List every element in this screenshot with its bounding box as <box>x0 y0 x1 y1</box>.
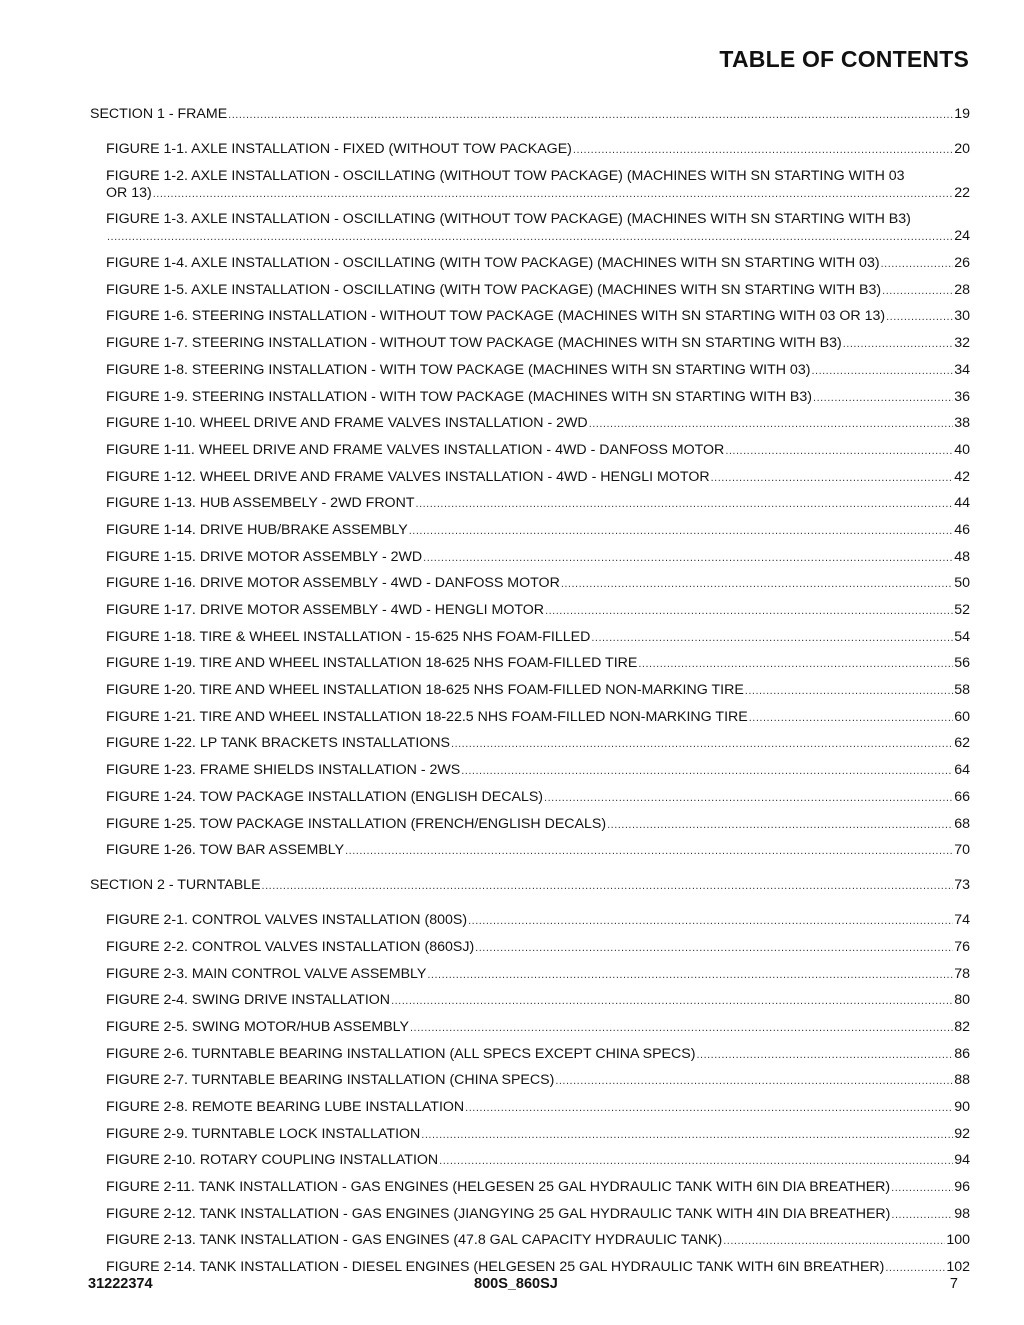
toc-entry[interactable] <box>90 1019 970 1037</box>
toc-page-number: 90 <box>954 1099 970 1115</box>
dot-leader <box>475 940 953 957</box>
toc-entry[interactable] <box>90 1179 970 1197</box>
toc-entry-title: FIGURE 2-14. TANK INSTALLATION - DIESEL ENGINES (HELGESEN 25 GAL HYDRAULIC TANK WITH 6IN BREATHER) <box>106 1259 885 1276</box>
dot-leader <box>545 603 953 620</box>
document-number: 31222374 <box>88 1276 153 1292</box>
toc-entry[interactable] <box>90 1046 970 1064</box>
toc-entry-title: FIGURE 1-19. TIRE AND WHEEL INSTALLATION 18-625 NHS FOAM-FILLED TIRE <box>106 655 638 672</box>
dot-leader <box>723 1233 945 1250</box>
toc-entry-title: FIGURE 1-15. DRIVE MOTOR ASSEMBLY - 2WD <box>106 548 423 565</box>
toc-entry[interactable] <box>90 1152 970 1170</box>
toc-page-number: 46 <box>954 521 970 538</box>
toc-page-number: 48 <box>954 548 970 565</box>
dot-leader <box>391 993 953 1010</box>
toc-page-number: 34 <box>954 361 970 378</box>
toc-entry[interactable] <box>90 255 970 273</box>
toc-entry[interactable] <box>90 629 970 647</box>
toc-entry-title: FIGURE 1-4. AXLE INSTALLATION - OSCILLATING (WITH TOW PACKAGE) (MACHINES WITH SN STARTING WITH 03) <box>106 255 880 272</box>
toc-entry-title: FIGURE 2-11. TANK INSTALLATION - GAS ENGINES (HELGESEN 25 GAL HYDRAULIC TANK WITH 6IN DIA BREATHER) <box>106 1179 891 1196</box>
dot-leader <box>107 229 953 246</box>
toc-entry-title: FIGURE 1-23. FRAME SHIELDS INSTALLATION - 2WS <box>106 762 461 779</box>
toc-page-number: 42 <box>954 468 970 485</box>
toc-entry-title: FIGURE 2-3. MAIN CONTROL VALVE ASSEMBLY <box>106 965 427 982</box>
dot-leader <box>749 710 954 727</box>
toc-entry[interactable] <box>90 1072 970 1090</box>
page-title: TABLE OF CONTENTS <box>719 46 969 72</box>
toc-entry[interactable] <box>90 842 970 860</box>
toc-entry[interactable] <box>90 549 970 567</box>
toc-page-number: 98 <box>954 1205 970 1222</box>
toc-entry-title: FIGURE 1-14. DRIVE HUB/BRAKE ASSEMBLY <box>106 521 408 538</box>
toc-entry-title: FIGURE 1-25. TOW PACKAGE INSTALLATION (FRENCH/ENGLISH DECALS) <box>106 815 607 832</box>
toc-page-number: 58 <box>954 682 970 699</box>
dot-leader <box>886 309 953 326</box>
toc-entry-title: FIGURE 1-24. TOW PACKAGE INSTALLATION (ENGLISH DECALS) <box>106 788 544 805</box>
toc-entry[interactable] <box>90 1206 970 1224</box>
toc-page-number: 26 <box>954 255 970 272</box>
toc-entry[interactable] <box>90 211 970 246</box>
toc-entry[interactable] <box>90 389 970 407</box>
toc-entry-title: FIGURE 2-2. CONTROL VALVES INSTALLATION (860SJ) <box>106 938 475 955</box>
toc-page-number: 96 <box>954 1179 970 1196</box>
toc-entry[interactable] <box>90 495 970 513</box>
toc-entry-title: FIGURE 2-5. SWING MOTOR/HUB ASSEMBLY <box>106 1018 409 1035</box>
toc-page-number: 30 <box>954 308 970 325</box>
toc-page-number: 32 <box>954 335 970 352</box>
dot-leader <box>891 1207 953 1224</box>
toc-page-number: 82 <box>954 1018 970 1035</box>
toc-page-number: 22 <box>954 184 970 201</box>
dot-leader <box>885 1260 945 1277</box>
dot-leader <box>843 336 954 353</box>
toc-page-number: 56 <box>954 655 970 672</box>
toc-entry[interactable] <box>90 602 970 620</box>
page-number: 7 <box>949 1276 958 1292</box>
dot-leader <box>638 656 953 673</box>
dot-leader <box>421 1127 953 1144</box>
toc-page-number: 86 <box>954 1045 970 1062</box>
toc-entry-title: FIGURE 2-8. REMOTE BEARING LUBE INSTALLATION <box>106 1099 465 1115</box>
toc-page-number: 88 <box>954 1072 970 1089</box>
toc-entry-title: FIGURE 1-9. STEERING INSTALLATION - WITH TOW PACKAGE (MACHINES WITH SN STARTING WITH B3) <box>106 388 813 405</box>
toc-entry-title: FIGURE 1-11. WHEEL DRIVE AND FRAME VALVES INSTALLATION - 4WD - DANFOSS MOTOR <box>106 441 725 458</box>
toc-entry-title: FIGURE 1-6. STEERING INSTALLATION - WITHOUT TOW PACKAGE (MACHINES WITH SN STARTING WITH 03 OR 13) <box>106 308 886 325</box>
dot-leader <box>153 186 953 203</box>
toc-page-number: 44 <box>954 495 970 512</box>
dot-leader <box>410 1020 953 1037</box>
dot-leader <box>555 1073 953 1090</box>
toc-page-number: 92 <box>954 1125 970 1142</box>
dot-leader <box>891 1180 953 1197</box>
toc-page-number: 60 <box>954 708 970 725</box>
dot-leader <box>439 1153 953 1170</box>
toc-entry-title: FIGURE 1-20. TIRE AND WHEEL INSTALLATION 18-625 NHS FOAM-FILLED NON-MARKING TIRE <box>106 682 744 699</box>
dot-leader <box>544 790 953 807</box>
toc-page-number: 52 <box>954 602 970 618</box>
toc-entry[interactable] <box>90 362 970 380</box>
toc-entry-title: FIGURE 1-17. DRIVE MOTOR ASSEMBLY - 4WD - HENGLI MOTOR <box>106 602 545 618</box>
toc-entry-title: SECTION 1 - FRAME <box>90 106 228 122</box>
toc-entry-title: FIGURE 1-16. DRIVE MOTOR ASSEMBLY - 4WD - DANFOSS MOTOR <box>106 575 560 592</box>
dot-leader <box>696 1047 953 1064</box>
toc-page-number: 64 <box>954 762 970 779</box>
toc-entry[interactable] <box>90 141 970 159</box>
toc-entry-title: FIGURE 1-13. HUB ASSEMBELY - 2WD FRONT <box>106 495 415 512</box>
toc-entry[interactable] <box>90 308 970 326</box>
toc-entry-title: FIGURE 2-6. TURNTABLE BEARING INSTALLATION (ALL SPECS EXCEPT CHINA SPECS) <box>106 1045 696 1062</box>
dot-leader <box>811 363 953 380</box>
toc-page-number: 78 <box>954 965 970 982</box>
toc-entry[interactable] <box>90 282 970 300</box>
toc-page-number: 50 <box>954 575 970 592</box>
toc-entry[interactable] <box>90 168 970 203</box>
toc-entry-title: FIGURE 1-22. LP TANK BRACKETS INSTALLATIONS <box>106 735 451 752</box>
dot-leader <box>591 630 953 647</box>
toc-entry-title: FIGURE 2-9. TURNTABLE LOCK INSTALLATION <box>106 1125 421 1142</box>
toc-entry[interactable] <box>90 469 970 487</box>
toc-entry-title: FIGURE 1-2. AXLE INSTALLATION - OSCILLATING (WITHOUT TOW PACKAGE) (MACHINES WITH SN STARTING WITH 03 <box>106 167 905 184</box>
toc-page-number: 19 <box>954 106 970 122</box>
dot-leader <box>409 523 954 540</box>
dot-leader <box>461 763 953 780</box>
toc-entry[interactable] <box>90 709 970 727</box>
toc-entry[interactable] <box>90 1099 970 1117</box>
dot-leader <box>427 967 953 984</box>
toc-page-number: 76 <box>954 938 970 955</box>
toc-page-number: 73 <box>954 877 970 894</box>
dot-leader <box>813 390 953 407</box>
dot-leader <box>468 913 953 930</box>
toc-page-number: 100 <box>946 1232 970 1249</box>
toc-entry-title: FIGURE 1-8. STEERING INSTALLATION - WITH TOW PACKAGE (MACHINES WITH SN STARTING WITH 03) <box>106 361 811 378</box>
toc-entry-title: FIGURE 2-10. ROTARY COUPLING INSTALLATION <box>106 1152 439 1169</box>
toc-entry[interactable] <box>90 939 970 957</box>
toc-page-number: 40 <box>954 441 970 458</box>
toc-entry[interactable] <box>90 735 970 753</box>
toc-page-number: 66 <box>954 788 970 805</box>
toc-entry-title: FIGURE 2-1. CONTROL VALVES INSTALLATION (800S) <box>106 912 468 929</box>
dot-leader <box>745 683 953 700</box>
dot-leader <box>228 107 953 124</box>
toc-entry[interactable] <box>90 442 970 460</box>
dot-leader <box>882 283 953 300</box>
toc-section-1[interactable] <box>90 106 970 124</box>
toc-page-number: 80 <box>954 992 970 1009</box>
toc-entry[interactable] <box>90 912 970 930</box>
model-name: 800S_860SJ <box>474 1276 558 1292</box>
dot-leader <box>561 576 953 593</box>
toc-entry-title: FIGURE 1-1. AXLE INSTALLATION - FIXED (WITHOUT TOW PACKAGE) <box>106 141 572 157</box>
toc-page-number: 20 <box>954 141 970 157</box>
toc-entry-title: FIGURE 1-26. TOW BAR ASSEMBLY <box>106 842 345 859</box>
toc-entry-title: FIGURE 1-10. WHEEL DRIVE AND FRAME VALVES INSTALLATION - 2WD <box>106 415 588 432</box>
dot-leader <box>345 843 953 860</box>
toc-page-number: 38 <box>954 415 970 432</box>
toc-entry[interactable] <box>90 762 970 780</box>
toc-entry[interactable] <box>90 335 970 353</box>
toc-entry-title: FIGURE 2-13. TANK INSTALLATION - GAS ENGINES (47.8 GAL CAPACITY HYDRAULIC TANK) <box>106 1232 723 1249</box>
toc-entry[interactable] <box>90 655 970 673</box>
toc-entry-title: SECTION 2 - TURNTABLE <box>90 877 261 894</box>
toc-entry[interactable] <box>90 966 970 984</box>
toc-page-number: 94 <box>954 1152 970 1169</box>
dot-leader <box>881 256 954 273</box>
dot-leader <box>451 736 953 753</box>
toc-page-number: 70 <box>954 842 970 859</box>
dot-leader <box>607 817 953 834</box>
toc-entry-title: FIGURE 2-12. TANK INSTALLATION - GAS ENGINES (JIANGYING 25 GAL HYDRAULIC TANK WITH 4IN DIA BREATHER) <box>106 1205 891 1222</box>
toc-entry-title-cont: OR 13) <box>106 184 152 201</box>
toc-entry[interactable] <box>90 575 970 593</box>
toc-entry[interactable] <box>90 816 970 834</box>
toc-entry-title: FIGURE 1-7. STEERING INSTALLATION - WITHOUT TOW PACKAGE (MACHINES WITH SN STARTING WITH B3) <box>106 335 842 352</box>
toc-page-number: 62 <box>954 735 970 752</box>
toc-entry[interactable] <box>90 522 970 540</box>
toc-entry-title: FIGURE 1-3. AXLE INSTALLATION - OSCILLATING (WITHOUT TOW PACKAGE) (MACHINES WITH SN STARTING WITH B3) <box>106 211 911 228</box>
toc-entry[interactable] <box>90 789 970 807</box>
toc-entry-title: FIGURE 1-12. WHEEL DRIVE AND FRAME VALVES INSTALLATION - 4WD - HENGLI MOTOR <box>106 468 710 485</box>
dot-leader <box>416 496 954 513</box>
toc-entry[interactable] <box>90 682 970 700</box>
dot-leader <box>711 470 954 487</box>
toc-page-number: 24 <box>954 228 970 245</box>
toc-entry[interactable] <box>90 1232 970 1250</box>
dot-leader <box>589 416 954 433</box>
dot-leader <box>262 878 954 895</box>
table-of-contents <box>90 106 970 1286</box>
toc-entry-title: FIGURE 1-18. TIRE & WHEEL INSTALLATION - 15-625 NHS FOAM-FILLED <box>106 628 591 645</box>
toc-entry-title: FIGURE 1-5. AXLE INSTALLATION - OSCILLATING (WITH TOW PACKAGE) (MACHINES WITH SN STARTING WITH B3) <box>106 281 882 298</box>
dot-leader <box>573 142 953 159</box>
dot-leader <box>465 1100 953 1117</box>
toc-entry-title: FIGURE 2-4. SWING DRIVE INSTALLATION <box>106 992 391 1009</box>
toc-section-2[interactable] <box>90 877 970 895</box>
toc-entry-title: FIGURE 1-21. TIRE AND WHEEL INSTALLATION 18-22.5 NHS FOAM-FILLED NON-MARKING TIRE <box>106 708 748 725</box>
toc-entry[interactable] <box>90 415 970 433</box>
toc-page-number: 74 <box>954 912 970 929</box>
toc-page-number: 28 <box>954 281 970 298</box>
toc-entry[interactable] <box>90 992 970 1010</box>
toc-page-number: 68 <box>954 815 970 832</box>
dot-leader <box>725 443 953 460</box>
toc-entry-title: FIGURE 2-7. TURNTABLE BEARING INSTALLATION (CHINA SPECS) <box>106 1072 555 1089</box>
toc-entry[interactable] <box>90 1259 970 1277</box>
toc-page-number: 36 <box>954 388 970 405</box>
toc-page-number: 54 <box>954 628 970 645</box>
toc-entry[interactable] <box>90 1126 970 1144</box>
toc-page-number: 102 <box>946 1259 970 1276</box>
dot-leader <box>423 550 953 567</box>
